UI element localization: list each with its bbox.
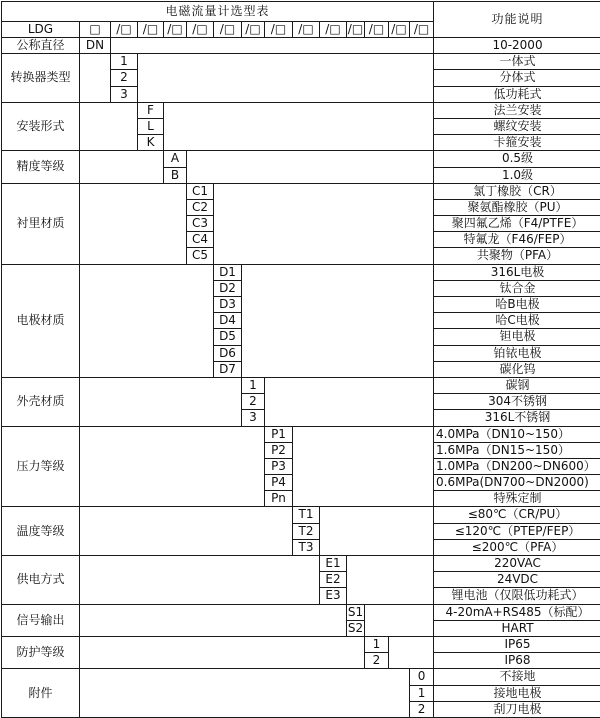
option-code: D1	[214, 264, 242, 280]
table-row	[2, 636, 600, 652]
option-code: D6	[214, 345, 242, 361]
spacer-cell	[293, 426, 434, 507]
option-code: E2	[320, 572, 347, 588]
option-code: C1	[187, 183, 214, 199]
option-code: T2	[293, 523, 320, 539]
code-slot: /□	[164, 22, 187, 38]
spacer-cell	[80, 54, 111, 103]
option-description: IP65	[434, 636, 600, 652]
option-description: 接地电极	[434, 685, 600, 701]
spacer-cell	[80, 507, 293, 556]
option-code: C4	[187, 232, 214, 248]
option-code: 3	[242, 410, 265, 426]
table-row	[2, 38, 600, 54]
spacer-cell	[389, 636, 434, 668]
option-code: 1	[410, 685, 434, 701]
option-description: 碳钢	[434, 377, 600, 393]
option-description: 钽电极	[434, 329, 600, 345]
table-row	[2, 54, 600, 70]
option-code: 2	[242, 394, 265, 410]
spacer-cell	[265, 377, 434, 426]
group-label: 防护等级	[2, 636, 80, 668]
code-slot: /□	[111, 22, 138, 38]
option-description: 螺纹安装	[434, 118, 600, 134]
option-code: A	[164, 151, 187, 167]
model-prefix: LDG	[2, 22, 80, 38]
option-description: 不接地	[434, 669, 600, 685]
option-code: P3	[265, 458, 293, 474]
option-description: ≤120℃（PTEP/FEP）	[434, 523, 600, 539]
group-label: 安装形式	[2, 102, 80, 151]
spacer-cell	[138, 54, 434, 103]
option-code: D2	[214, 280, 242, 296]
option-code: D7	[214, 361, 242, 377]
spacer-cell	[80, 636, 365, 668]
spacer-cell	[80, 264, 214, 377]
option-code: 1	[111, 54, 138, 70]
option-description: 10-2000	[434, 38, 600, 54]
table-row	[2, 669, 600, 685]
option-description: 共聚物（PFA）	[434, 248, 600, 264]
option-description: 316L不锈钢	[434, 410, 600, 426]
spacer-cell	[80, 377, 242, 426]
option-code: T1	[293, 507, 320, 523]
option-description: 碳化钨	[434, 361, 600, 377]
option-description: 哈C电极	[434, 313, 600, 329]
code-slot: /□	[389, 22, 410, 38]
table-title: 电磁流量计选型表	[2, 2, 434, 22]
group-label: 电极材质	[2, 264, 80, 377]
option-description: 220VAC	[434, 556, 600, 572]
option-description: 卡箍安装	[434, 135, 600, 151]
option-code: 0	[410, 669, 434, 685]
option-description: HART	[434, 620, 600, 636]
option-description: 法兰安装	[434, 102, 600, 118]
spacer-cell	[80, 426, 265, 507]
option-code: C5	[187, 248, 214, 264]
option-description: 1.6MPa（DN15~150）	[434, 442, 600, 458]
option-code: P4	[265, 475, 293, 491]
code-slot: /□	[265, 22, 293, 38]
table-row	[2, 507, 600, 523]
table-row	[2, 264, 600, 280]
table-row	[2, 183, 600, 199]
spacer-cell	[80, 183, 187, 264]
code-slot: /□	[214, 22, 242, 38]
table-row	[2, 426, 600, 442]
code-slot: /□	[242, 22, 265, 38]
group-label: 供电方式	[2, 556, 80, 605]
code-slot: /□	[293, 22, 320, 38]
option-code: 1	[365, 636, 389, 652]
option-code: 2	[111, 70, 138, 86]
group-label: 压力等级	[2, 426, 80, 507]
selection-table	[1, 1, 600, 718]
code-slot-first: □	[80, 22, 111, 38]
option-description: 316L电极	[434, 264, 600, 280]
code-slot: /□	[347, 22, 365, 38]
option-code: 2	[365, 653, 389, 669]
option-description: 刮刀电极	[434, 701, 600, 717]
option-description: 一体式	[434, 54, 600, 70]
group-label: 温度等级	[2, 507, 80, 556]
option-description: IP68	[434, 653, 600, 669]
option-code: E3	[320, 588, 347, 604]
group-label: 精度等级	[2, 151, 80, 183]
option-code: S2	[347, 620, 365, 636]
spacer-cell	[242, 264, 434, 377]
option-description: 特氟龙（F46/FEP）	[434, 232, 600, 248]
table-row	[2, 604, 600, 620]
option-description: 聚四氟乙烯（F4/PTFE）	[434, 216, 600, 232]
spacer-cell	[365, 604, 434, 636]
code-slot: /□	[320, 22, 347, 38]
option-description: ≤200℃（PFA）	[434, 539, 600, 555]
table-row	[2, 377, 600, 393]
option-code: L	[138, 118, 164, 134]
code-slot: /□	[365, 22, 389, 38]
function-column-header: 功能说明	[434, 2, 600, 38]
option-description: 4-20mA+RS485（标配）	[434, 604, 600, 620]
table-row	[2, 151, 600, 167]
group-label: 衬里材质	[2, 183, 80, 264]
option-description: 哈B电极	[434, 297, 600, 313]
option-description: 1.0级	[434, 167, 600, 183]
option-code: 2	[410, 701, 434, 717]
spacer-cell	[320, 507, 434, 556]
option-code: Pn	[265, 491, 293, 507]
option-code: F	[138, 102, 164, 118]
option-code: 1	[242, 377, 265, 393]
spacer-cell	[80, 151, 164, 183]
group-label: 外壳材质	[2, 377, 80, 426]
option-description: 聚氨酯橡胶（PU）	[434, 199, 600, 215]
option-description: 4.0MPa（DN10~150）	[434, 426, 600, 442]
spacer-cell	[214, 183, 434, 264]
option-code: C3	[187, 216, 214, 232]
option-code: P1	[265, 426, 293, 442]
option-description: 0.5级	[434, 151, 600, 167]
option-code: K	[138, 135, 164, 151]
option-code: DN	[80, 38, 111, 54]
option-code: T3	[293, 539, 320, 555]
spacer-cell	[80, 604, 347, 636]
option-code: P2	[265, 442, 293, 458]
spacer-cell	[164, 102, 434, 151]
option-code: D4	[214, 313, 242, 329]
group-label: 转换器类型	[2, 54, 80, 103]
table-row	[2, 556, 600, 572]
table-row	[2, 102, 600, 118]
option-description: 氯丁橡胶（CR）	[434, 183, 600, 199]
option-code: D3	[214, 297, 242, 313]
spacer-cell	[111, 38, 434, 54]
option-code: 3	[111, 86, 138, 102]
option-description: ≤80℃（CR/PU）	[434, 507, 600, 523]
option-code: E1	[320, 556, 347, 572]
group-label: 信号输出	[2, 604, 80, 636]
spacer-cell	[80, 669, 410, 718]
option-description: 0.6MPa(DN700~DN2000)	[434, 475, 600, 491]
code-slot: /□	[187, 22, 214, 38]
option-description: 1.0MPa（DN200~DN600）	[434, 458, 600, 474]
option-description: 钛合金	[434, 280, 600, 296]
group-label: 附件	[2, 669, 80, 718]
spacer-cell	[80, 556, 320, 605]
option-code: B	[164, 167, 187, 183]
option-description: 低功耗式	[434, 86, 600, 102]
spacer-cell	[347, 556, 434, 605]
code-slot: /□	[410, 22, 434, 38]
option-code: C2	[187, 199, 214, 215]
spacer-cell	[187, 151, 434, 183]
code-slot: /□	[138, 22, 164, 38]
spacer-cell	[80, 102, 138, 151]
group-label: 公称直径	[2, 38, 80, 54]
option-code: S1	[347, 604, 365, 620]
option-code: D5	[214, 329, 242, 345]
option-description: 锂电池（仅限低功耗式）	[434, 588, 600, 604]
option-description: 特殊定制	[434, 491, 600, 507]
option-description: 铂铱电极	[434, 345, 600, 361]
option-description: 304不锈钢	[434, 394, 600, 410]
option-description: 分体式	[434, 70, 600, 86]
option-description: 24VDC	[434, 572, 600, 588]
